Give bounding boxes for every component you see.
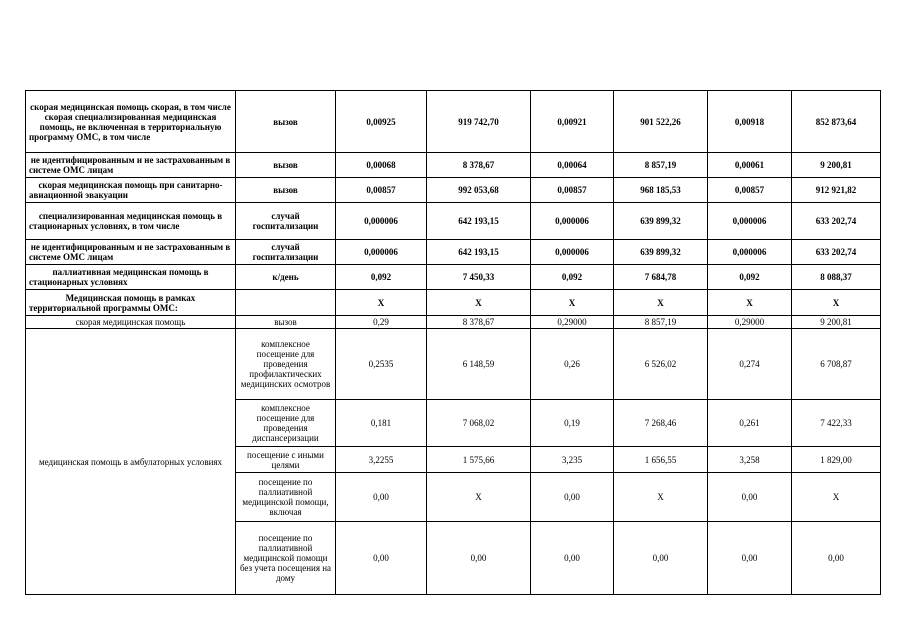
cell-value: 0,000006 xyxy=(531,240,614,265)
cell-value: 919 742,70 xyxy=(427,91,531,153)
cell-value: 912 921,82 xyxy=(792,178,881,203)
table-row xyxy=(26,240,881,265)
cell-value: 6 708,87 xyxy=(792,329,881,400)
cell-value: 0,000006 xyxy=(531,203,614,240)
cell-value: 0,261 xyxy=(708,400,792,447)
row-name: специализированная медицинская помощь в стационарных условиях, в том числе xyxy=(26,203,236,240)
cell-value: 0,000006 xyxy=(336,203,427,240)
cell-value: 0,00921 xyxy=(531,91,614,153)
cell-value: 0,00 xyxy=(336,473,427,522)
row-unit: комплексное посещение для проведения профилактических медицинских осмотров xyxy=(236,329,336,400)
cell-value: 0,00 xyxy=(708,522,792,595)
cell-value: 0,181 xyxy=(336,400,427,447)
table-row xyxy=(26,290,881,316)
cell-value: 8 857,19 xyxy=(614,153,708,178)
cell-value: 0,000006 xyxy=(708,203,792,240)
row-unit: посещение с иными целями xyxy=(236,447,336,473)
row-unit: комплексное посещение для проведения диспансеризации xyxy=(236,400,336,447)
cell-value: 633 202,74 xyxy=(792,203,881,240)
cell-value: 3,258 xyxy=(708,447,792,473)
cell-value: X xyxy=(427,473,531,522)
row-name: скорая медицинская помощь скорая, в том числе скорая специализированная медицинская помощь, не включенная в территориальную программу ОМС, в том числе xyxy=(26,91,236,153)
cell-value: X xyxy=(614,473,708,522)
cell-value: 0,00 xyxy=(427,522,531,595)
cell-value: 9 200,81 xyxy=(792,316,881,329)
row-name: не идентифицированным и не застрахованным в системе ОМС лицам xyxy=(26,153,236,178)
cell-value: 0,00 xyxy=(336,522,427,595)
table-row xyxy=(26,316,881,329)
cell-value: 0,00 xyxy=(614,522,708,595)
cell-value: 633 202,74 xyxy=(792,240,881,265)
row-unit: вызов xyxy=(236,316,336,329)
cell-value: 0,00 xyxy=(792,522,881,595)
cell-value: 0,19 xyxy=(531,400,614,447)
cell-value: 0,29 xyxy=(336,316,427,329)
row-unit: посещение по паллиативной медицинской помощи, включая xyxy=(236,473,336,522)
row-name: скорая медицинская помощь при санитарно-авиационной эвакуации xyxy=(26,178,236,203)
cell-value: 0,2535 xyxy=(336,329,427,400)
cell-value: 0,00068 xyxy=(336,153,427,178)
cell-value: 0,00857 xyxy=(708,178,792,203)
row-name: не идентифицированным и не застрахованным в системе ОМС лицам xyxy=(26,240,236,265)
table-row xyxy=(26,329,881,400)
cell-value: 0,274 xyxy=(708,329,792,400)
cell-value: 0,00061 xyxy=(708,153,792,178)
cell-value: 1 829,00 xyxy=(792,447,881,473)
cell-value: 968 185,53 xyxy=(614,178,708,203)
cell-value: 0,00064 xyxy=(531,153,614,178)
cell-value: 0,26 xyxy=(531,329,614,400)
row-unit: вызов xyxy=(236,91,336,153)
table-row xyxy=(26,178,881,203)
cell-value: 0,092 xyxy=(708,265,792,290)
cell-value: X xyxy=(614,290,708,316)
cell-value: 0,00 xyxy=(531,473,614,522)
cell-value: X xyxy=(792,473,881,522)
cell-value: 6 526,02 xyxy=(614,329,708,400)
table-row xyxy=(26,153,881,178)
cell-value: 7 684,78 xyxy=(614,265,708,290)
cell-value: 642 193,15 xyxy=(427,203,531,240)
cell-value: 3,235 xyxy=(531,447,614,473)
cell-value: X xyxy=(336,290,427,316)
cell-value: 0,00857 xyxy=(336,178,427,203)
row-name: Медицинская помощь в рамках территориальной программы ОМС: xyxy=(26,290,236,316)
cell-value: 0,29000 xyxy=(708,316,792,329)
cell-value: 0,000006 xyxy=(336,240,427,265)
ambulatory-group-name: медицинская помощь в амбулаторных условиях xyxy=(26,329,236,595)
row-unit: вызов xyxy=(236,153,336,178)
tariff-table xyxy=(25,90,881,595)
cell-value: 1 575,66 xyxy=(427,447,531,473)
cell-value: 0,092 xyxy=(531,265,614,290)
cell-value: 3,2255 xyxy=(336,447,427,473)
cell-value: X xyxy=(708,290,792,316)
cell-value: 639 899,32 xyxy=(614,203,708,240)
cell-value: 0,092 xyxy=(336,265,427,290)
cell-value: 7 422,33 xyxy=(792,400,881,447)
cell-value: 0,00925 xyxy=(336,91,427,153)
cell-value: 852 873,64 xyxy=(792,91,881,153)
cell-value: 6 148,59 xyxy=(427,329,531,400)
cell-value: 0,00857 xyxy=(531,178,614,203)
cell-value: 8 857,19 xyxy=(614,316,708,329)
table-row xyxy=(26,91,881,153)
cell-value: 7 268,46 xyxy=(614,400,708,447)
cell-value: 0,00 xyxy=(708,473,792,522)
cell-value: 0,00 xyxy=(531,522,614,595)
row-unit: случай госпитализации xyxy=(236,240,336,265)
cell-value: 992 053,68 xyxy=(427,178,531,203)
row-unit xyxy=(236,290,336,316)
cell-value: 639 899,32 xyxy=(614,240,708,265)
cell-value: 7 068,02 xyxy=(427,400,531,447)
cell-value: 8 378,67 xyxy=(427,316,531,329)
cell-value: 0,29000 xyxy=(531,316,614,329)
cell-value: 8 378,67 xyxy=(427,153,531,178)
row-name: скорая медицинская помощь xyxy=(26,316,236,329)
cell-value: 8 088,37 xyxy=(792,265,881,290)
row-unit: к/день xyxy=(236,265,336,290)
cell-value: 642 193,15 xyxy=(427,240,531,265)
cell-value: 1 656,55 xyxy=(614,447,708,473)
cell-value: 0,000006 xyxy=(708,240,792,265)
row-unit: случай госпитализации xyxy=(236,203,336,240)
cell-value: X xyxy=(792,290,881,316)
row-unit: вызов xyxy=(236,178,336,203)
cell-value: 901 522,26 xyxy=(614,91,708,153)
cell-value: 9 200,81 xyxy=(792,153,881,178)
row-unit: посещение по паллиативной медицинской помощи без учета посещения на дому xyxy=(236,522,336,595)
table-row xyxy=(26,203,881,240)
cell-value: X xyxy=(531,290,614,316)
cell-value: 7 450,33 xyxy=(427,265,531,290)
row-name: паллиативная медицинская помощь в стационарных условиях xyxy=(26,265,236,290)
table-row xyxy=(26,265,881,290)
cell-value: X xyxy=(427,290,531,316)
cell-value: 0,00918 xyxy=(708,91,792,153)
